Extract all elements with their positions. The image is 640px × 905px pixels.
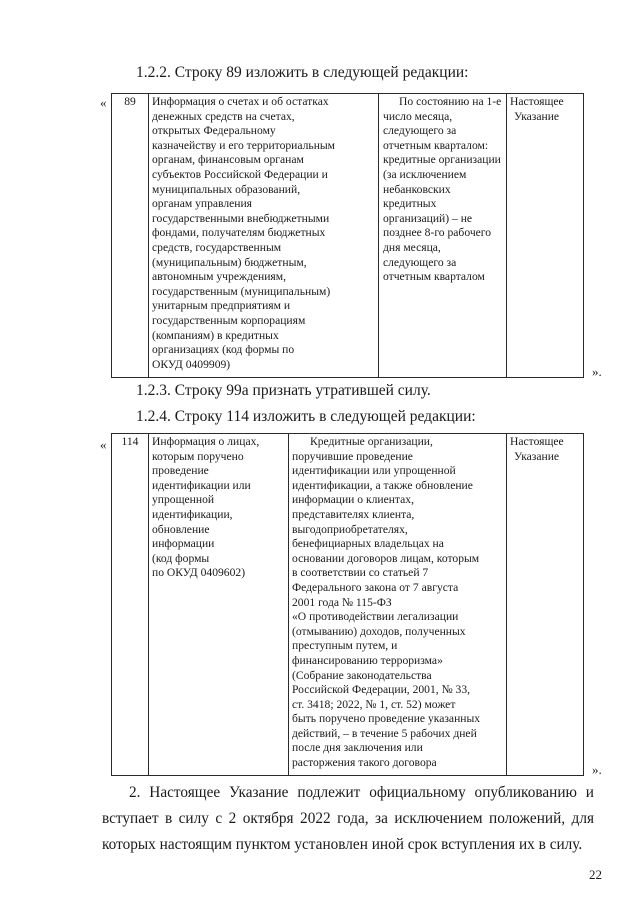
text-line: государственными внебюджетными xyxy=(152,211,330,225)
text-line: действий, – в течение 5 рабочих дней xyxy=(292,726,477,740)
text-line: По состоянию на 1-е xyxy=(399,95,502,108)
text-line: ст. 3418; 2022, № 1, ст. 52) может xyxy=(292,697,456,711)
text-line: выгодоприобретателях, xyxy=(292,522,408,536)
text-line: государственным (муниципальным) xyxy=(152,284,331,298)
row-number: 89 xyxy=(112,94,149,378)
table-row-89 xyxy=(111,93,584,378)
text-line: ОКУД 0409909) xyxy=(152,357,231,371)
text-line: органам управления xyxy=(152,197,253,211)
text-line: небанковских xyxy=(383,182,451,196)
paragraph-2 xyxy=(102,780,594,858)
text-line: (отмыванию) доходов, полученных xyxy=(292,624,466,638)
text-line: (компаниям) в кредитных xyxy=(152,328,279,342)
text-line: информации о клиентах, xyxy=(292,493,414,507)
submission-deadline xyxy=(289,434,507,776)
heading-row-89: 1.2.2. Строку 89 изложить в следующей редакции: xyxy=(136,64,469,81)
text-line: поручившие проведение xyxy=(292,449,413,463)
text-line: по ОКУД 0409602) xyxy=(152,566,246,580)
text-line: муниципальных образований, xyxy=(152,182,301,196)
text-line: Федерального закона от 7 августа xyxy=(292,580,459,594)
text-line: организаций) – не xyxy=(383,211,473,225)
text-line: «О противодействии легализации xyxy=(292,610,459,624)
text-line: Настоящее xyxy=(510,95,564,108)
text-line: число месяца, xyxy=(383,109,453,123)
text-line: отчетным кварталом xyxy=(383,270,485,284)
text-line: проведение xyxy=(152,464,209,478)
paragraph-line: которых настоящим пунктом установлен иной срок вступления их в силу. xyxy=(102,836,583,853)
info-description xyxy=(149,94,379,378)
text-line: Настоящее xyxy=(510,435,564,448)
text-line: (код формы xyxy=(152,551,210,565)
text-line: в соответствии со статьей 7 xyxy=(292,566,429,580)
text-line: идентификации или xyxy=(152,478,251,492)
text-line: организациях (код формы по xyxy=(152,343,295,357)
text-line: субъектов Российской Федерации и xyxy=(152,167,328,181)
heading-row-99a: 1.2.3. Строку 99а признать утратившей силу. xyxy=(136,382,431,399)
closing-quote: ». xyxy=(592,364,602,379)
text-line: Указание xyxy=(514,109,560,123)
text-line: органам, финансовым органам xyxy=(152,153,304,167)
text-line: кредитные организации xyxy=(383,153,501,167)
text-line: государственным корпорациям xyxy=(152,313,306,327)
text-line: расторжения такого договора xyxy=(292,756,437,770)
text-line: бенефициарных владельцах на xyxy=(292,537,444,551)
text-line: Российской Федерации, 2001, № 33, xyxy=(292,683,471,697)
text-line: автономным учреждениям, xyxy=(152,270,286,284)
text-line: которым поручено xyxy=(152,449,244,463)
text-line: Информация о счетах и об остатках xyxy=(152,95,329,108)
text-line: (Собрание законодательства xyxy=(292,668,432,682)
heading-row-114: 1.2.4. Строку 114 изложить в следующей редакции: xyxy=(136,408,476,425)
text-line: быть поручено проведение указанных xyxy=(292,712,481,726)
text-line: открытых Федеральному xyxy=(152,124,276,138)
text-line: отчетным кварталом: xyxy=(383,138,489,152)
text-line: кредитных xyxy=(383,197,437,211)
text-line: основании договоров лицам, которым xyxy=(292,551,480,565)
legal-basis xyxy=(507,434,584,776)
table-row-114 xyxy=(111,433,584,776)
paragraph-line: 2. Настоящее Указание подлежит официальному опубликованию и xyxy=(129,784,594,801)
page-number: 22 xyxy=(589,867,602,882)
paragraph-line: вступает в силу с 2 октября 2022 года, за исключением положений, для xyxy=(102,810,594,827)
legal-basis xyxy=(507,94,584,378)
text-line: представителях клиента, xyxy=(292,507,415,521)
closing-quote: ». xyxy=(592,762,602,777)
submission-deadline xyxy=(379,94,507,378)
text-line: дня месяца, xyxy=(383,240,441,254)
text-line: денежных средств на счетах, xyxy=(152,109,295,123)
text-line: средств, государственным xyxy=(152,240,282,254)
text-line: обновление xyxy=(152,522,210,536)
text-line: информации xyxy=(152,537,215,551)
text-line: унитарным предприятиям и xyxy=(152,299,291,313)
text-line: следующего за xyxy=(383,255,457,269)
text-line: позднее 8-го рабочего xyxy=(383,226,492,240)
text-line: Информация о лицах, xyxy=(152,435,260,448)
text-line: преступным путем, и xyxy=(292,639,398,653)
text-line: идентификации, а также обновление xyxy=(292,478,473,492)
text-line: казначейству и его территориальным xyxy=(152,138,336,152)
text-line: финансированию терроризма» xyxy=(292,653,443,667)
text-line: Указание xyxy=(514,449,560,463)
text-line: идентификации или упрощенной xyxy=(292,464,456,478)
text-line: следующего за xyxy=(383,124,457,138)
text-line: (за исключением xyxy=(383,167,467,181)
text-line: 2001 года № 115-ФЗ xyxy=(292,595,392,609)
opening-quote: « xyxy=(100,95,107,110)
text-line: Кредитные организации, xyxy=(310,435,433,448)
text-line: фондами, получателям бюджетных xyxy=(152,226,326,240)
text-line: после дня заключения или xyxy=(292,741,423,755)
row-number: 114 xyxy=(112,434,149,776)
opening-quote: « xyxy=(100,437,107,452)
text-line: (муниципальным) бюджетным, xyxy=(152,255,307,269)
info-description xyxy=(149,434,289,776)
text-line: упрощенной xyxy=(152,493,215,507)
text-line: идентификации, xyxy=(152,507,233,521)
